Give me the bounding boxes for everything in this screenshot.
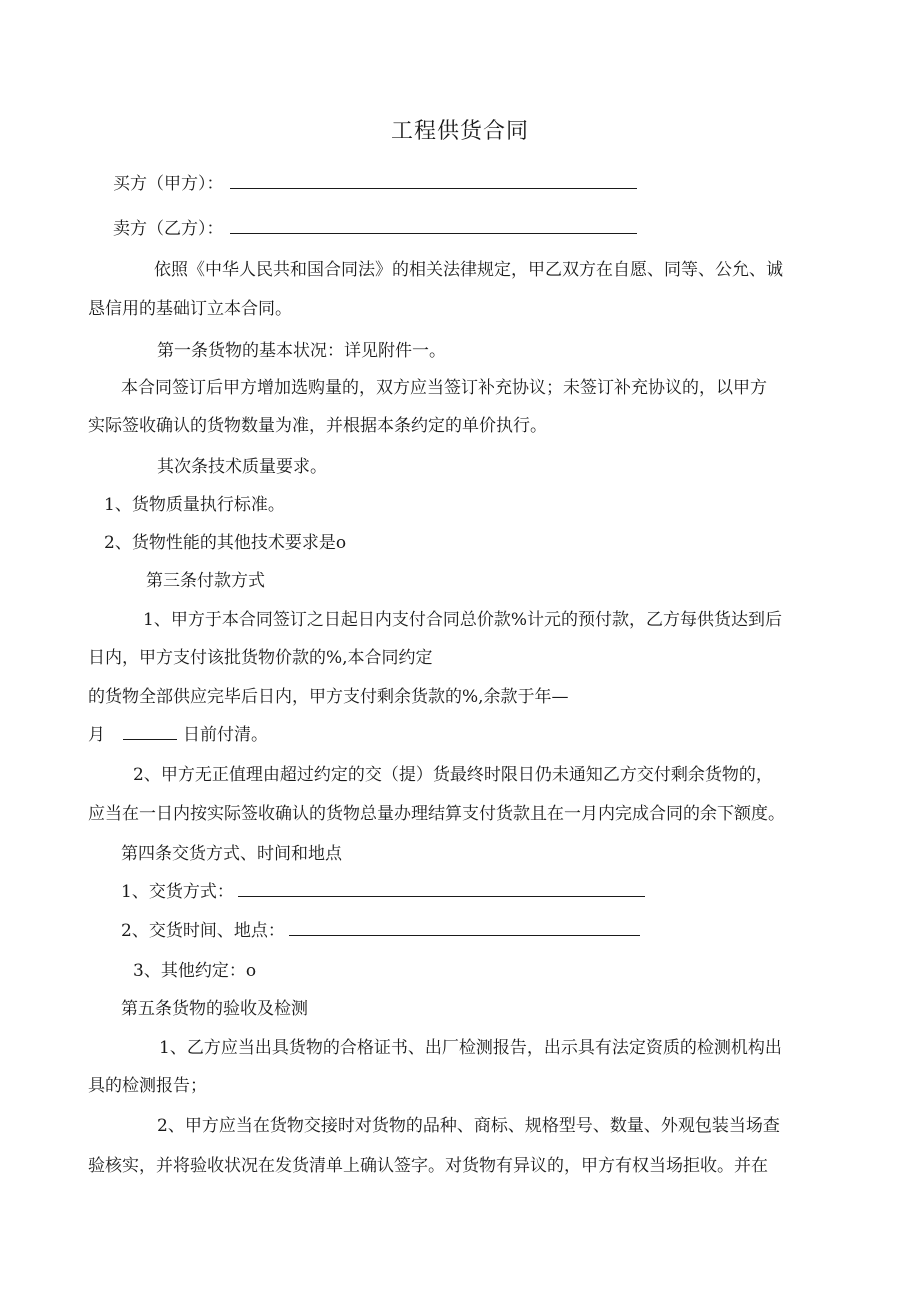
payment-deadline-text: 日前付清。	[183, 725, 268, 745]
seller-line	[113, 217, 637, 241]
article3-item1-line-2: 日内，甲方支付该批货物价款的%,本合同约定	[88, 648, 433, 668]
article4-item-2	[121, 919, 640, 943]
article3-item1-line-4	[88, 723, 268, 747]
article4-heading: 第四条交货方式、时间和地点	[121, 844, 342, 864]
article3-item1-line-3: 的货物全部供应完毕后日内，甲方支付剩余货款的%,余款于年—	[88, 687, 569, 707]
buyer-label: 买方（甲方）：	[113, 174, 224, 194]
article5-item2-line-2: 验核实，并将验收状况在发货清单上确认签字。对货物有异议的，甲方有权当场拒收。并在	[88, 1156, 768, 1176]
article1-paragraph-line-1: 本合同签订后甲方增加选购量的，双方应当签订补充协议；未签订补充协议的，以甲方	[121, 378, 767, 398]
delivery-method-label: 1、交货方式：	[121, 882, 234, 902]
article5-item1-line-1: 1、乙方应当出具货物的合格证书、出厂检测报告，出示具有法定资质的检测机构出	[159, 1038, 782, 1058]
seller-label: 卖方（乙方）：	[113, 219, 224, 239]
article2-heading: 其次条技术质量要求。	[157, 457, 327, 477]
article1-heading: 第一条货物的基本状况：详见附件一。	[157, 341, 446, 361]
article3-heading: 第三条付款方式	[146, 571, 265, 591]
article3-item2-line-2: 应当在一日内按实际签收确认的货物总量办理结算支付货款且在一月内完成合同的余下额度。	[88, 804, 785, 824]
month-label: 月	[88, 725, 105, 745]
delivery-time-place-blank	[289, 919, 640, 936]
article1-paragraph-line-2: 实际签收确认的货物数量为准，并根据本条约定的单价执行。	[88, 416, 547, 436]
seller-blank	[230, 217, 637, 234]
intro-line-1: 依照《中华人民共和国合同法》的相关法律规定，甲乙双方在自愿、同等、公允、诚	[154, 260, 783, 280]
delivery-time-place-label: 2、交货时间、地点：	[121, 921, 285, 941]
article5-heading: 第五条货物的验收及检测	[121, 999, 308, 1019]
article3-item1-line-1: 1、甲方于本合同签订之日起日内支付合同总价款%计元的预付款，乙方每供货达到后	[143, 610, 782, 630]
delivery-method-blank	[238, 880, 645, 897]
article2-item-1: 1、货物质量执行标准。	[104, 495, 285, 515]
document-title: 工程供货合同	[390, 119, 529, 144]
buyer-line	[113, 172, 637, 196]
day-blank	[123, 723, 177, 740]
article4-item-1	[121, 880, 645, 904]
article3-item2-line-1: 2、甲方无正值理由超过约定的交（提）货最终时限日仍未通知乙方交付剩余货物的，	[133, 765, 773, 785]
intro-line-2: 恳信用的基础订立本合同。	[88, 299, 292, 319]
article5-item1-line-2: 具的检测报告；	[88, 1076, 207, 1096]
article5-item2-line-1: 2、甲方应当在货物交接时对货物的品种、商标、规格型号、数量、外观包装当场查	[157, 1116, 780, 1136]
buyer-blank	[230, 172, 637, 189]
article4-item-3: 3、其他约定：o	[133, 961, 257, 981]
article2-item-2: 2、货物性能的其他技术要求是o	[104, 533, 347, 553]
